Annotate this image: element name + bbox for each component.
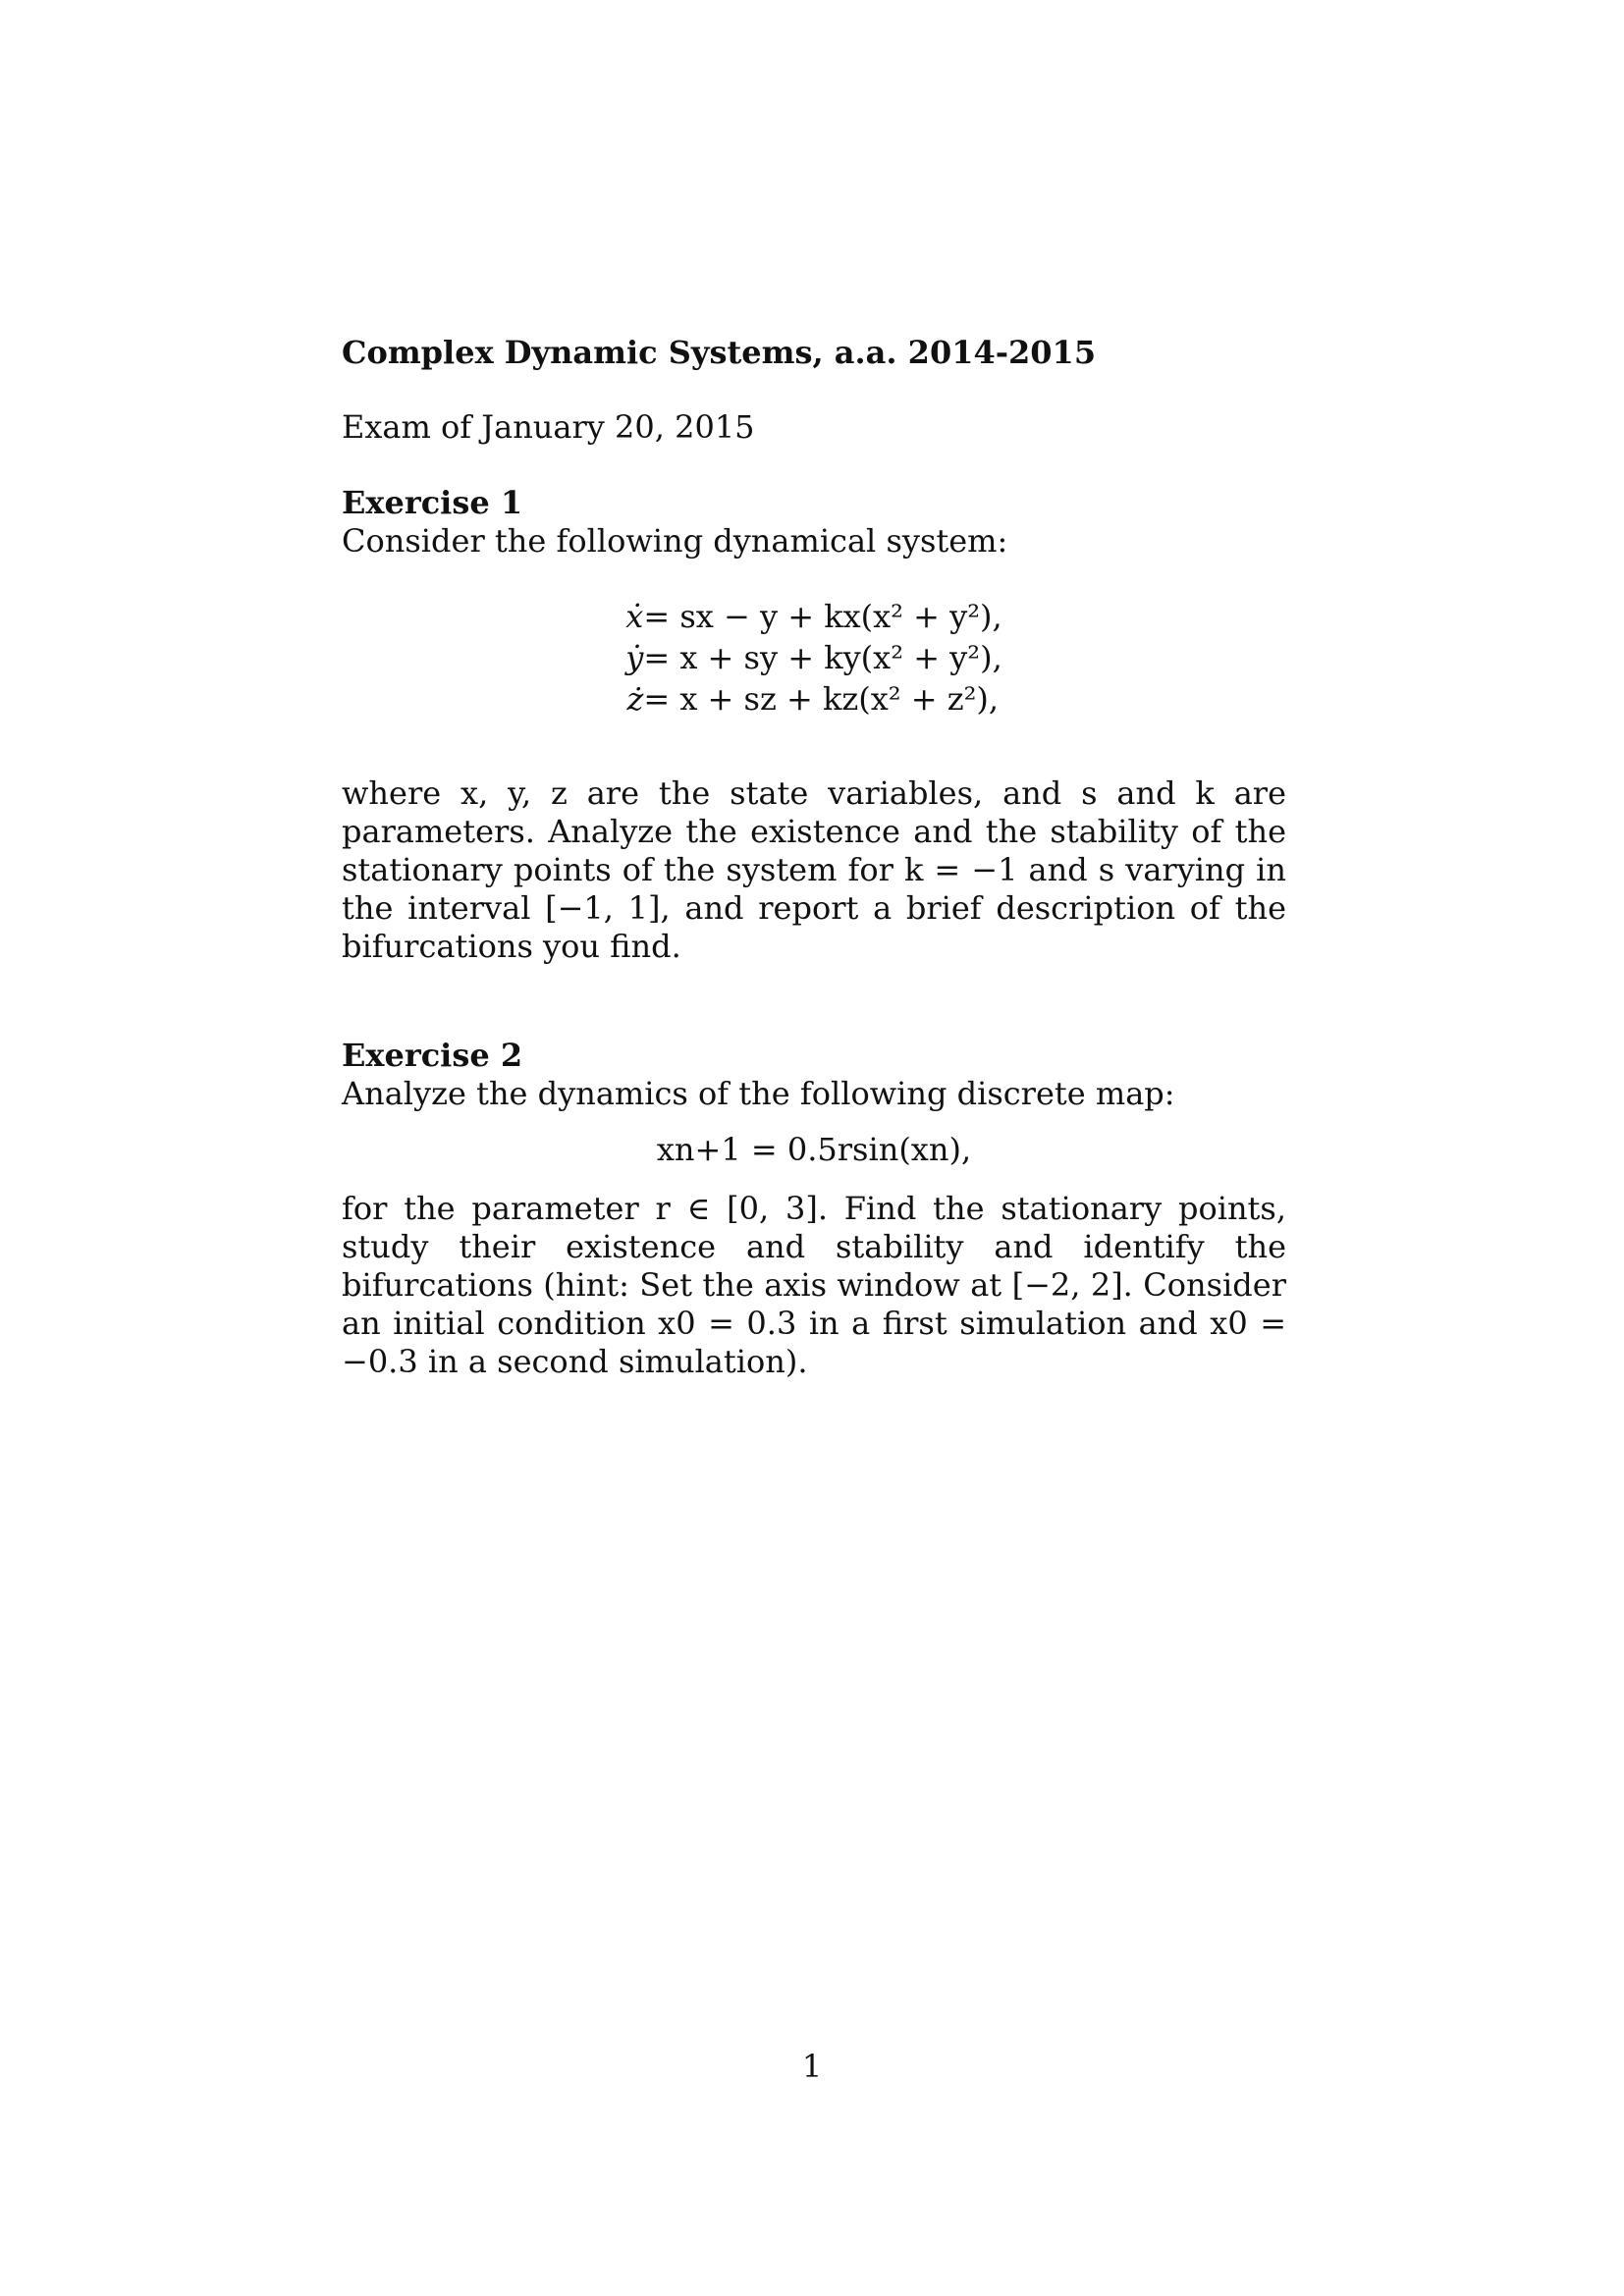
equation-1-rhs: = sx − y + kx(x² + y²), <box>643 598 1002 635</box>
exercise-2 <box>342 1037 1286 1381</box>
equation-3-rhs: = x + sz + kz(x² + z²), <box>643 680 1000 718</box>
exam-date: Exam of January 20, 2015 <box>342 408 755 446</box>
exercise-2-heading: Exercise 2 <box>342 1037 523 1074</box>
equation-2-rhs: = x + sy + ky(x² + y²), <box>643 639 1002 676</box>
map-equation: xn+1 = 0.5rsin(xn), <box>656 1131 972 1168</box>
system-equations <box>342 596 1286 720</box>
equation-1-lhs: ẋ <box>625 598 644 635</box>
equation-2-lhs: ẏ <box>625 639 644 676</box>
exercise-1-text: where x, y, z are the state variables, and s and k are parameters. Analyze the existence and the stability of the stationary points of the system for k = −1 and s varying in the interval [−1, 1], and report a brief description of the bifurcations you find. <box>342 774 1286 965</box>
exercise-2-intro: Analyze the dynamics of the following discrete map: <box>342 1075 1175 1112</box>
exercise-1-intro: Consider the following dynamical system: <box>342 522 1008 560</box>
exercise-2-text: for the parameter r ∈ [0, 3]. Find the stationary points, study their existence and stability and identify the bifurcations (hint: Set the axis window at [−2, 2]. Consider an initial condition x0 = 0.3 in a first simulation and x0 = −0.3 in a second simulation). <box>342 1190 1286 1380</box>
page-number: 1 <box>801 2048 823 2085</box>
exercise-1 <box>342 484 1286 966</box>
equation-3-lhs: ż <box>626 680 644 718</box>
course-title: Complex Dynamic Systems, a.a. 2014-2015 <box>342 334 1097 371</box>
exercise-1-heading: Exercise 1 <box>342 484 523 521</box>
document-page <box>342 334 1286 1381</box>
